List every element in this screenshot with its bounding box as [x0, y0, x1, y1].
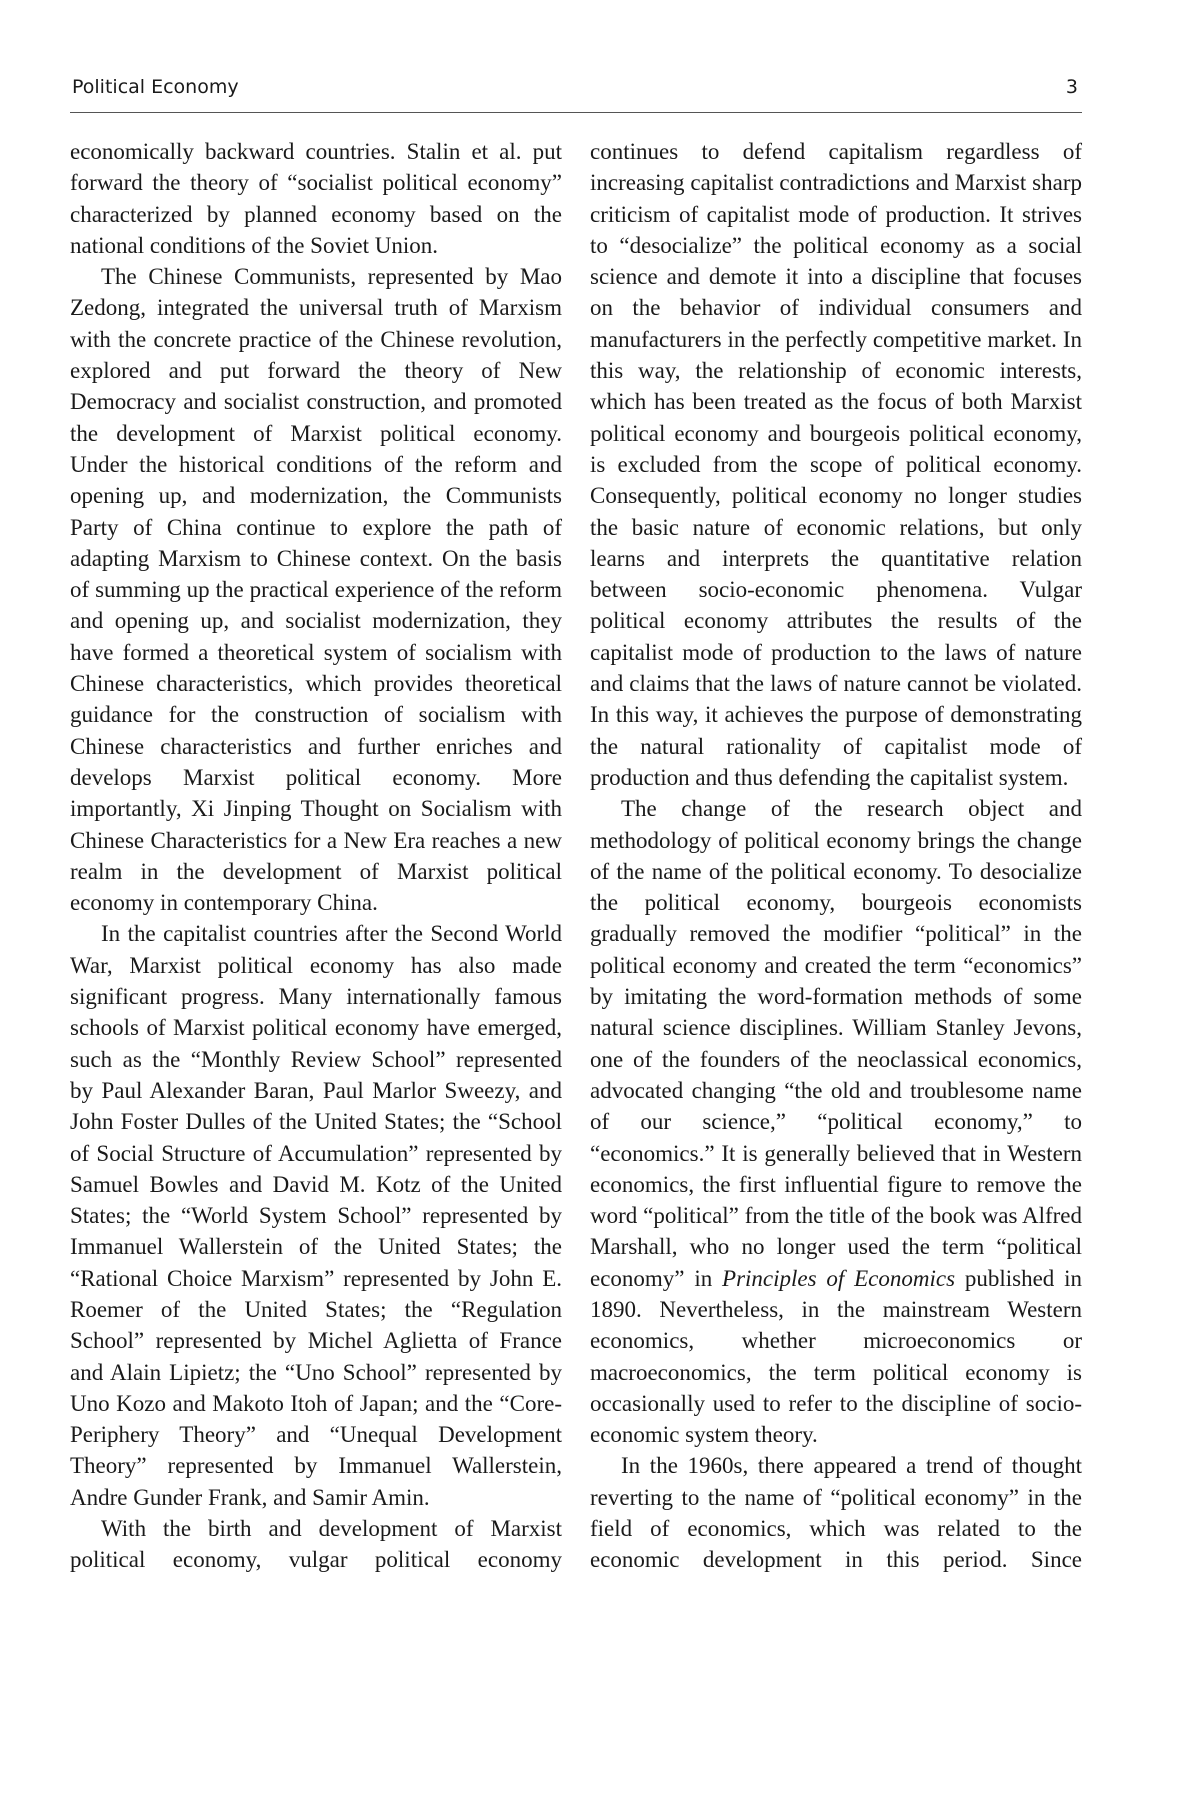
right-column: [590, 136, 1082, 1576]
paragraph-text: The change of the research object and methodology of political economy brings the change of the name of the political economy. To desocialize the political economy, bourgeois economists gradually removed the modifier “political” in the political economy and created the term “economics” by imitating the word-formation methods of some natural science disciplines. William Stanley Jevons, one of the founders of the neoclassical economics, advocated changing “the old and troublesome name of our science,” “political economy,” to “economics.” It is generally believed that in Western economics, the first influential figure to remove the word “political” from the title of the book was Alfred Marshall, who no longer used the term “political economy” in: [590, 796, 1082, 1291]
paragraph-capitalist-countries: In the capitalist countries after the Second World War, Marxist political economy has also made significant progress. Many internationally famous schools of Marxist political economy have emerged, such as the “Monthly Review School” represented by Paul Alexander Baran, Paul Marlor Sweezy, and John Foster Dulles of the United States; the “School of Social Structure of Accumulation” represented by Samuel Bowles and David M. Kotz of the United States; the “World System School” represented by Immanuel Wallerstein of the United States; the “Rational Choice Marxism” represented by John E. Roemer of the United States; the “Regulation School” represented by Michel Aglietta of France and Alain Lipietz; the “Uno School” represented by Uno Kozo and Makoto Itoh of Japan; and the “Core-Periphery Theory” and “Unequal Development Theory” represented by Immanuel Wallerstein, Andre Gunder Frank, and Samir Amin.: [70, 921, 562, 1510]
paragraph-name-change: [590, 793, 1082, 1450]
paragraph-vulgar-economy: With the birth and development of Marxist political economy, vulgar political economy: [70, 1516, 562, 1573]
paragraph-text: published in 1890. Nevertheless, in the mainstream Western economics, whether microeconomics or macroeconomics, the term political economy is occasionally used to refer to the discipline of socio-economic system theory.: [590, 1265, 1082, 1448]
paragraph-1960s: In the 1960s, there appeared a trend of thought reverting to the name of “political economy” in the field of economics, which was related to the economic development in this period. Since: [590, 1453, 1082, 1573]
running-head: [70, 72, 1082, 113]
running-title: Political Economy: [72, 76, 239, 98]
paragraph-defends-capitalism: continues to defend capitalism regardless of increasing capitalist contradictions and Marxist sharp criticism of capitalist mode of production. It strives to “desocialize” the political economy as a social science and demote it into a discipline that focuses on the behavior of individual consumers and manufacturers in the perfectly competitive market. In this way, the relationship of economic interests, which has been treated as the focus of both Marxist political economy and bourgeois political economy, is excluded from the scope of political economy. Consequently, political economy no longer studies the basic nature of economic relations, but only learns and interprets the quantitative relation between socio-economic phenomena. Vulgar political economy attributes the results of the capitalist mode of production to the laws of nature and claims that the laws of nature cannot be violated. In this way, it achieves the purpose of demonstrating the natural rationality of capitalist mode of production and thus defending the capitalist system.: [590, 139, 1082, 790]
paragraph-chinese-communists: The Chinese Communists, represented by Mao Zedong, integrated the universal truth of Marxism with the concrete practice of the Chinese revolution, explored and put forward the theory of New Democracy and socialist construction, and promoted the development of Marxist political economy. Under the historical conditions of the reform and opening up, and modernization, the Communists Party of China continue to explore the path of adapting Marxism to Chinese context. On the basis of summing up the practical experience of the reform and opening up, and socialist modernization, they have formed a theoretical system of socialism with Chinese characteristics, which provides theoretical guidance for the construction of socialism with Chinese characteristics and further enriches and develops Marxist political economy. More importantly, Xi Jinping Thought on Socialism with Chinese Characteristics for a New Era reaches a new realm in the development of Marxist political economy in contemporary China.: [70, 264, 562, 916]
book-title: Principles of Economics: [722, 1265, 956, 1291]
page-number: 3: [1065, 76, 1078, 98]
paragraph-continued: economically backward countries. Stalin et al. put forward the theory of “socialist political economy” characterized by planned economy based on the national conditions of the Soviet Union.: [70, 139, 562, 258]
left-column: [70, 136, 562, 1576]
